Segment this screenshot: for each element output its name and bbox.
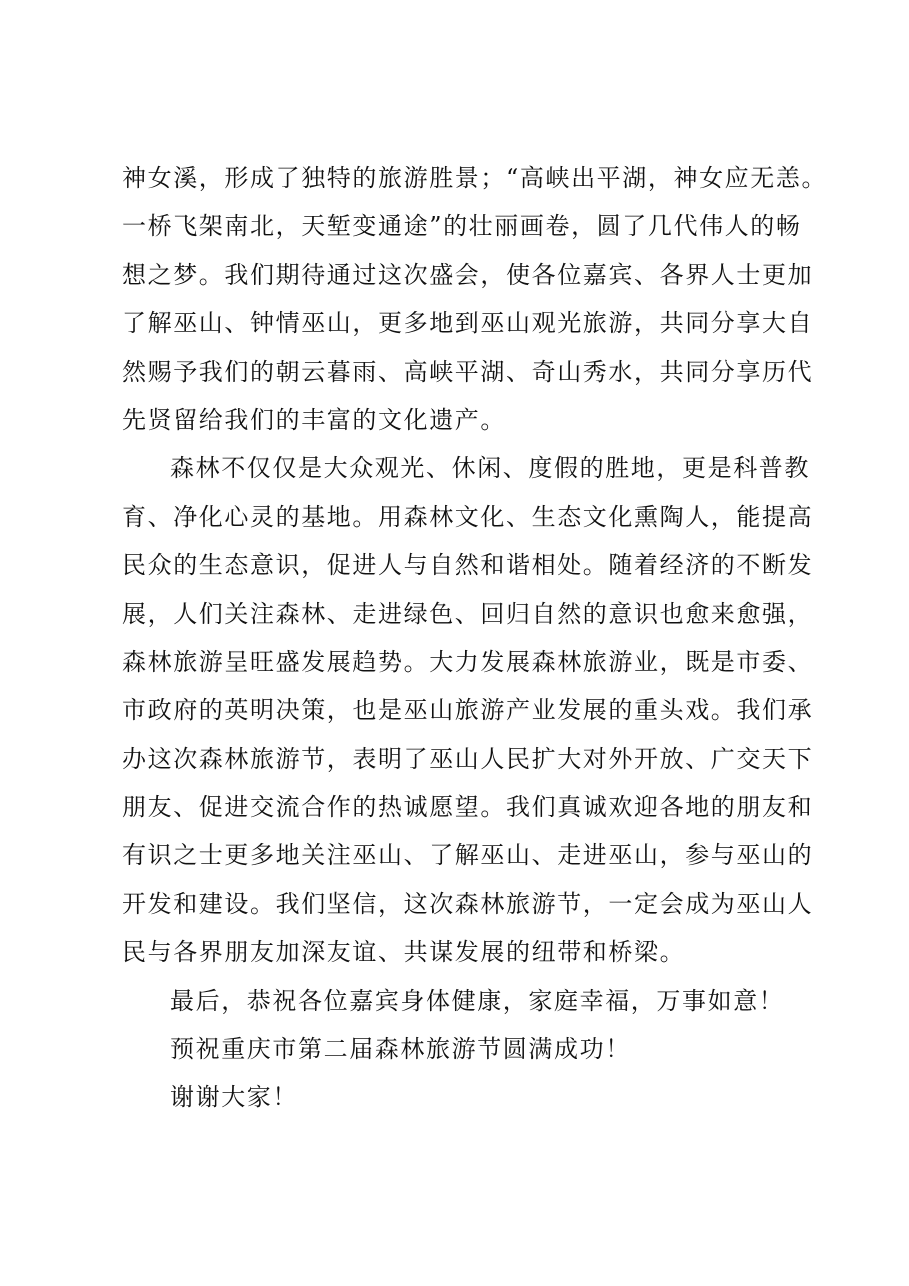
paragraph-line: 办这次森林旅游节，表明了巫山人民扩大对外开放、广交天下: [122, 744, 814, 773]
paragraph-2: [122, 444, 812, 976]
paragraph-line: 神女溪，形成了独特的旅游胜景；“高峡出平湖，神女应无恙。: [122, 164, 828, 192]
document-body: [122, 154, 828, 1122]
paragraph-line: 民与各界朋友加深友谊、共谋发展的纽带和桥梁。: [122, 938, 686, 967]
paragraph-line: 市政府的英明决策，也是巫山旅游产业发展的重头戏。我们承: [122, 696, 814, 725]
paragraph-line: 育、净化心灵的基地。用森林文化、生态文化熏陶人，能提高: [122, 502, 814, 531]
paragraph-line: 开发和建设。我们坚信，这次森林旅游节，一定会成为巫山人: [122, 889, 814, 918]
paragraph-5: [122, 1073, 812, 1121]
paragraph-line: 朋友、促进交流合作的热诚愿望。我们真诚欢迎各地的朋友和: [122, 793, 814, 822]
paragraph-line: 了解巫山、钟情巫山，更多地到巫山观光旅游，共同分享大自: [122, 309, 814, 338]
paragraph-3: [122, 977, 812, 1025]
paragraph-line: 先贤留给我们的丰富的文化遗产。: [122, 405, 506, 434]
paragraph-line: 一桥飞架南北，天堑变通途”的壮丽画卷，圆了几代伟人的畅: [122, 212, 802, 241]
paragraph-line: 森林旅游呈旺盛发展趋势。大力发展森林旅游业，既是市委、: [122, 647, 814, 676]
paragraph-line: 民众的生态意识，促进人与自然和谐相处。随着经济的不断发: [122, 551, 814, 580]
paragraph-line: 森林不仅仅是大众观光、休闲、度假的胜地，更是科普教: [170, 454, 810, 483]
paragraph-line: 然赐予我们的朝云暮雨、高峡平湖、奇山秀水，共同分享历代: [122, 357, 814, 386]
festival-wish: 预祝重庆市第二届森林旅游节圆满成功！: [170, 1035, 631, 1064]
paragraph-4: [122, 1025, 812, 1073]
paragraph-line: 想之梦。我们期待通过这次盛会，使各位嘉宾、各界人士更加: [122, 260, 814, 289]
thanks-line: 谢谢大家！: [170, 1083, 298, 1112]
closing-blessing: 最后，恭祝各位嘉宾身体健康，家庭幸福，万事如意！: [170, 986, 785, 1015]
paragraph-1: [122, 154, 828, 444]
paragraph-line: 有识之士更多地关注巫山、了解巫山、走进巫山，参与巫山的: [122, 841, 814, 870]
paragraph-line: 展，人们关注森林、走进绿色、回归自然的意识也愈来愈强，: [122, 599, 814, 628]
